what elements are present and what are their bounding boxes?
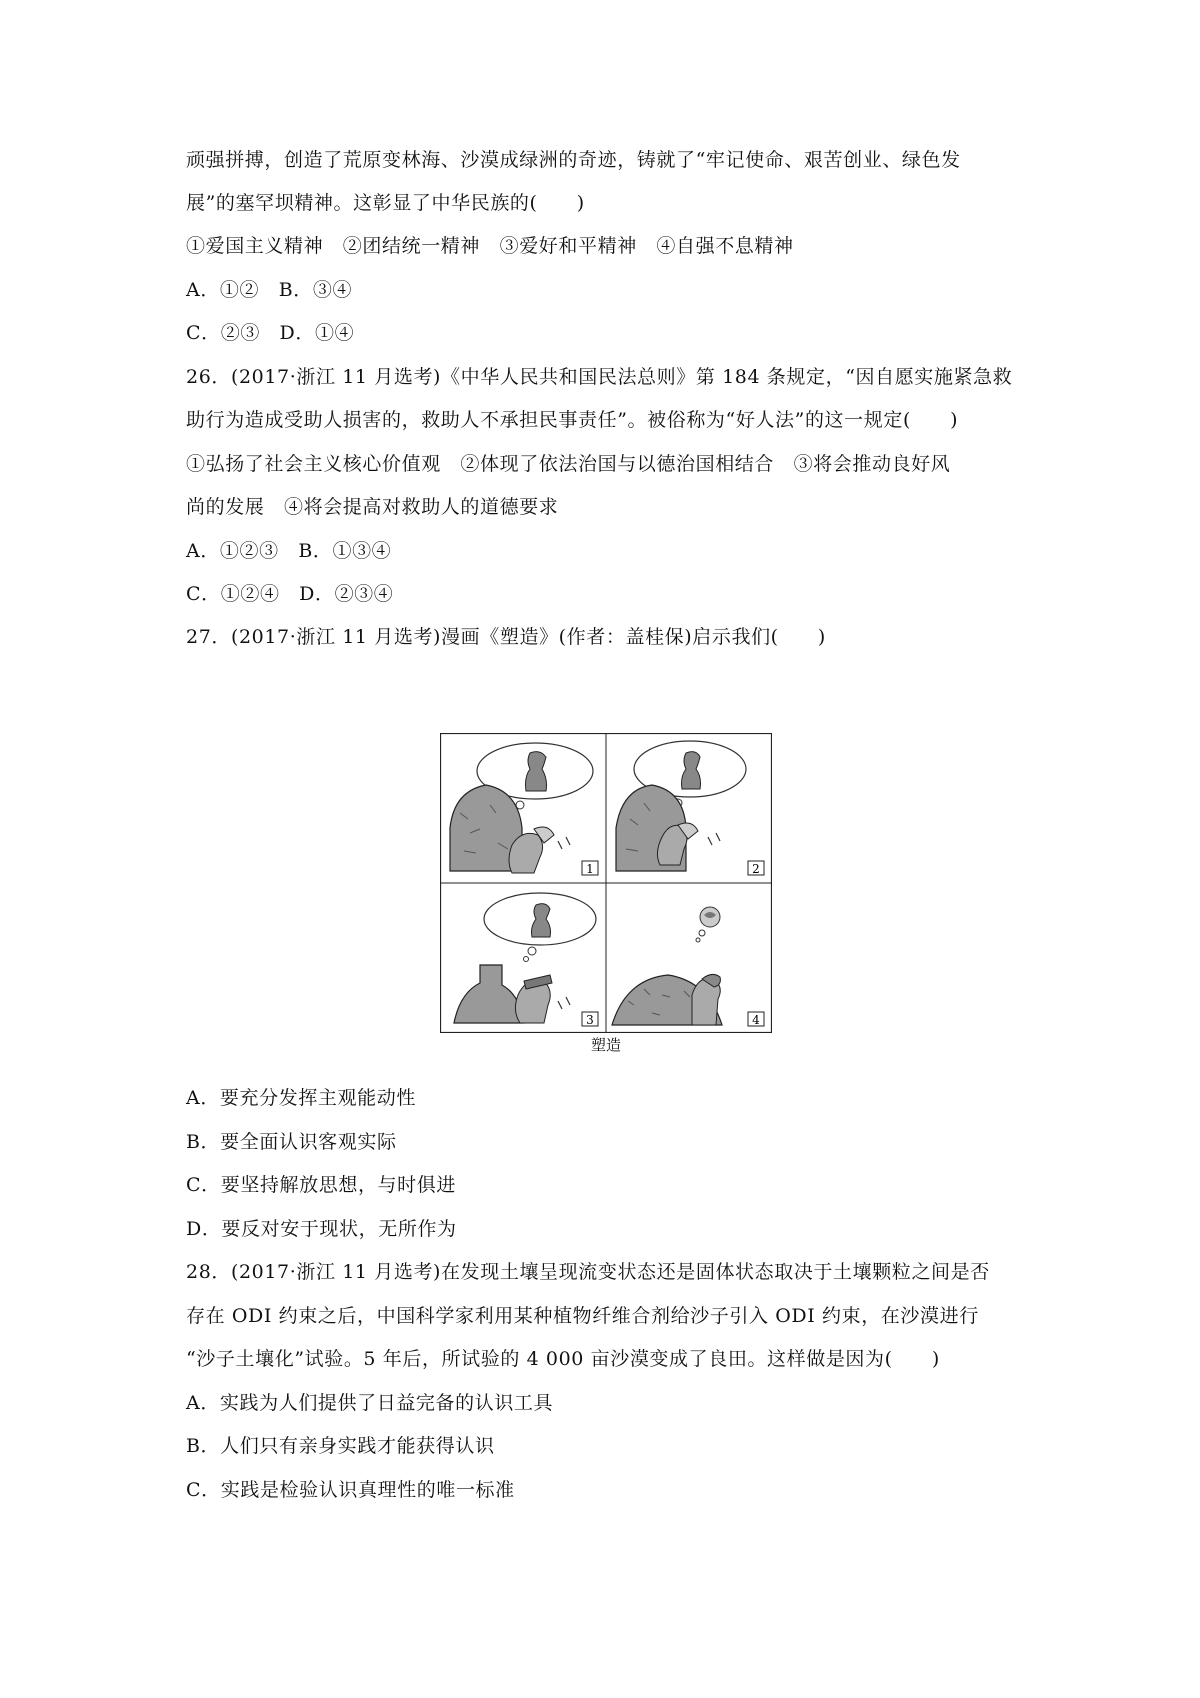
q26-stem-line-2: 助行为造成受助人损害的，救助人不承担民事责任”。被俗称为“好人法”的这一规定( ) [186, 409, 959, 431]
q28-stem-line-3: “沙子土壤化”试验。5 年后，所试验的 4 000 亩沙漠变成了良田。这样做是因为( ) [186, 1348, 940, 1370]
q28-stem-line-2: 存在 ODI 约束之后，中国科学家利用某种植物纤维合剂给沙子引入 ODI 约束，在沙漠进行 [186, 1305, 979, 1327]
q26-stem-line-1: 26．(2017·浙江 11 月选考)《中华人民共和国民法总则》第 184 条规定，“因自愿实施紧急救 [186, 366, 1013, 388]
q28-option-b: B．人们只有亲身实践才能获得认识 [186, 1435, 495, 1457]
q27-stem: 27．(2017·浙江 11 月选考)漫画《塑造》(作者：盖桂保)启示我们( ) [186, 626, 826, 648]
q28-option-a: A．实践为人们提供了日益完备的认识工具 [186, 1392, 554, 1414]
q25-options-ab: A．①② B．③④ [186, 279, 353, 301]
q26-statements-line-2: 尚的发展 ④将会提高对救助人的道德要求 [186, 496, 559, 518]
q27-option-c: C．要坚持解放思想，与时俱进 [186, 1174, 456, 1196]
q27-option-d: D．要反对安于现状，无所作为 [186, 1218, 457, 1240]
q28-option-c: C．实践是检验认识真理性的唯一标准 [186, 1479, 515, 1501]
q25-statements: ①爱国主义精神 ②团结统一精神 ③爱好和平精神 ④自强不息精神 [186, 235, 794, 257]
q27-option-b: B．要全面认识客观实际 [186, 1131, 397, 1153]
cartoon-caption: 塑造 [590, 1036, 621, 1054]
panel-3-label: 3 [586, 1013, 594, 1027]
cartoon-image [440, 733, 772, 1033]
panel-2-label: 2 [752, 862, 760, 876]
panel-4-label: 4 [752, 1013, 760, 1027]
q25-stem-line-2: 展”的塞罕坝精神。这彰显了中华民族的( ) [186, 192, 585, 214]
q25-options-cd: C．②③ D．①④ [186, 322, 355, 344]
q26-options-ab: A．①②③ B．①③④ [186, 540, 392, 562]
q26-options-cd: C．①②④ D．②③④ [186, 583, 394, 605]
cartoon-figure [440, 733, 772, 1054]
q27-option-a: A．要充分发挥主观能动性 [186, 1087, 416, 1109]
panel-1-label: 1 [586, 862, 594, 876]
q28-stem-line-1: 28．(2017·浙江 11 月选考)在发现土壤呈现流变状态还是固体状态取决于土壤颗粒之间是否 [186, 1261, 990, 1283]
q26-statements-line-1: ①弘扬了社会主义核心价值观 ②体现了依法治国与以德治国相结合 ③将会推动良好风 [186, 453, 951, 475]
q25-stem-line-1: 顽强拼搏，创造了荒原变林海、沙漠成绿洲的奇迹，铸就了“牢记使命、艰苦创业、绿色发 [186, 149, 961, 171]
